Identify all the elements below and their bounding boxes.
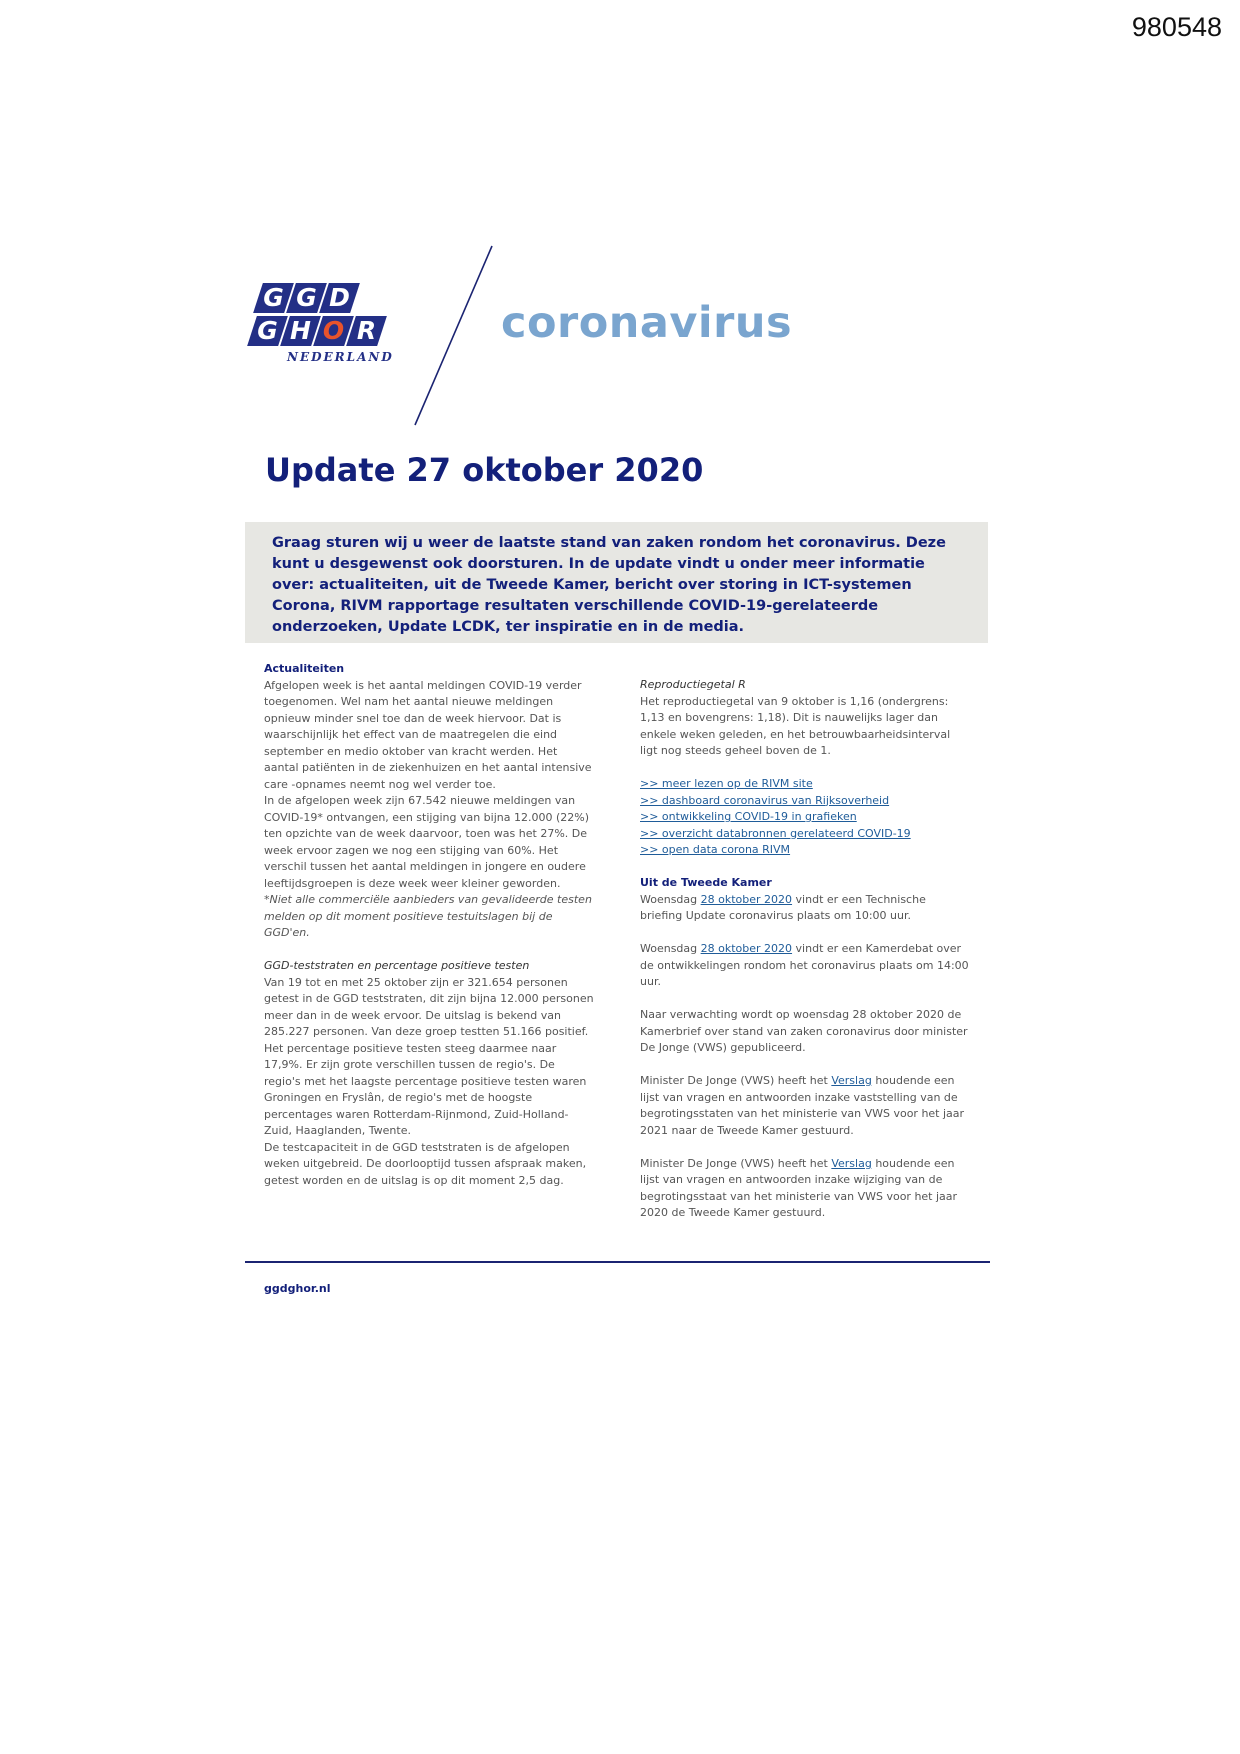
text-span: vindt er een Technische briefing Update coronavirus plaats om 10:00 uur. [640,892,926,922]
text-span: houdende een lijst van vragen en antwoorden inzake wijziging van de begrotingsstaat van het ministerie van VWS voor het jaar 2020 de Tweede Kamer gestuurd. [640,1156,958,1219]
right-column [640,677,970,1222]
logo-letter: H [290,316,311,345]
verslag-link[interactable]: Verslag [831,1156,872,1170]
actualiteiten-paragraph: Afgelopen week is het aantal meldingen COVID-19 verder toegenomen. Wel nam het aantal nieuwe meldingen opnieuw minder snel toe dan de week hiervoor. Dat is waarschijnlijk het effect van de maatregelen die eind september en medio oktober van kracht werden. Het aantal patiënten in de ziekenhuizen en het aantal intensive care -opnames neemt nog wel verder toe. [264,678,592,791]
link-open-data-rivm[interactable]: >> open data corona RIVM [640,843,791,856]
intro-box [245,522,988,643]
kamer-paragraph [640,892,970,925]
kamer-paragraph: Naar verwachting wordt op woensdag 28 oktober 2020 de Kamerbrief over stand van zaken coronavirus door minister De Jonge (VWS) gepubliceerd. [640,1008,968,1054]
logo-letter: G [296,283,317,312]
teststraten-paragraph: De testcapaciteit in de GGD teststraten is de afgelopen weken uitgebreid. De doorlooptijd tussen afspraak maken, getest worden en de uitslag is op dit moment 2,5 dag. [264,1140,587,1187]
reproductiegetal-paragraph: Het reproductiegetal van 9 oktober is 1,16 (ondergrens: 1,13 en bovengrens: 1,18). Dit is nauwelijks lager dan enkele weken geleden, en het betrouwbaarheidsinterval ligt nog steeds geheel boven de 1. [640,694,951,757]
logo-letter: G [263,283,284,312]
kamer-paragraph [640,1156,970,1222]
verslag-link[interactable]: Verslag [831,1074,872,1087]
logo-subtitle: NEDERLAND [287,350,394,364]
document-number: 980548 [1131,12,1222,42]
actualiteiten-footnote: *Niet alle commerciële aanbieders van gevalideerde testen melden op dit moment positieve testuitslagen bij de GGD'en. [264,893,592,939]
actualiteiten-paragraph: In de afgelopen week zijn 67.542 nieuwe meldingen van COVID-19* ontvangen, een stijging van bijna 12.000 (22%) ten opzichte van de week daarvoor, toen was het 27%. De week ervoor zagen we nog een stijging van 60%. Het verschil tussen het aantal meldingen in jongere en oudere leeftijdsgroepen is deze week weer kleiner geworden. [264,794,589,890]
ggd-ghor-logo [250,283,400,365]
logo-letter: O [322,316,345,345]
text-span: houdende een lijst van vragen en antwoorden inzake vaststelling van de begrotingsstaten van het ministerie van VWS voor het jaar 2021 naar de Tweede Kamer gestuurd. [640,1074,965,1137]
teststraten-paragraph: Van 19 tot en met 25 oktober zijn er 321.654 personen getest in de GGD teststraten, dit zijn bijna 12.000 personen meer dan in de week ervoor. De uitslag is bekend van 285.227 personen. Van deze groep testten 51.166 positief. Het percentage positieve testen steeg daarmee naar 17,9%. Er zijn grote verschillen tussen de regio's. De regio's met het laagste percentage positieve testen waren Groningen en Fryslân, de regio's met de hoogste percentages waren Rotterdam-Rijnmond, Zuid-Holland-Zuid, Haaglanden, Twente. [264,975,594,1137]
logo-letter: G [257,316,278,345]
intro-text: Graag sturen wij u weer de laatste stand van zaken rondom het coronavirus. Deze kunt u desgewenst ook doorsturen. In de update vindt u onder meer informatie over: actualiteiten, uit de Tweede Kamer, bericht over storing in ICT-systemen Corona, RIVM rapportage resultaten verschillende COVID-19-gerelateerde onderzoeken, Update LCDK, ter inspiratie en in de media. [272,535,946,635]
teststraten-heading: GGD-teststraten en percentage positieve testen [264,959,530,972]
date-link[interactable]: 28 oktober 2020 [700,942,793,955]
header-divider-line [405,244,495,429]
footer-divider [245,1261,990,1263]
link-rivm-site[interactable]: >> meer lezen op de RIVM site [640,777,813,790]
link-dashboard-rijksoverheid[interactable]: >> dashboard coronavirus van Rijksoverheid [640,793,890,807]
date-link[interactable]: 28 oktober 2020 [700,892,793,906]
kamer-paragraph [640,941,970,991]
actualiteiten-heading: Actualiteiten [264,662,345,675]
kamer-paragraph [640,1073,970,1139]
left-column [264,661,594,1189]
reproductiegetal-heading: Reproductiegetal R [640,678,746,691]
text-span: Minister De Jonge (VWS) heeft het [640,1156,832,1170]
header-title: coronavirus [501,298,793,348]
link-databronnen[interactable]: >> overzicht databronnen gerelateerd COVID-19 [640,826,911,840]
text-span: Woensdag [640,942,701,955]
tweede-kamer-heading: Uit de Tweede Kamer [640,876,772,889]
text-span: Minister De Jonge (VWS) heeft het [640,1074,832,1087]
link-covid-grafieken[interactable]: >> ontwikkeling COVID-19 in grafieken [640,810,857,823]
footer-website: ggdghor.nl [264,1282,331,1295]
text-span: Woensdag [640,892,701,906]
logo-letter: D [329,283,350,312]
text-span: vindt er een Kamerdebat over de ontwikkelingen rondom het coronavirus plaats om 14:00 uur. [640,942,969,988]
logo-letter: R [356,316,377,345]
update-title: Update 27 oktober 2020 [265,451,704,489]
